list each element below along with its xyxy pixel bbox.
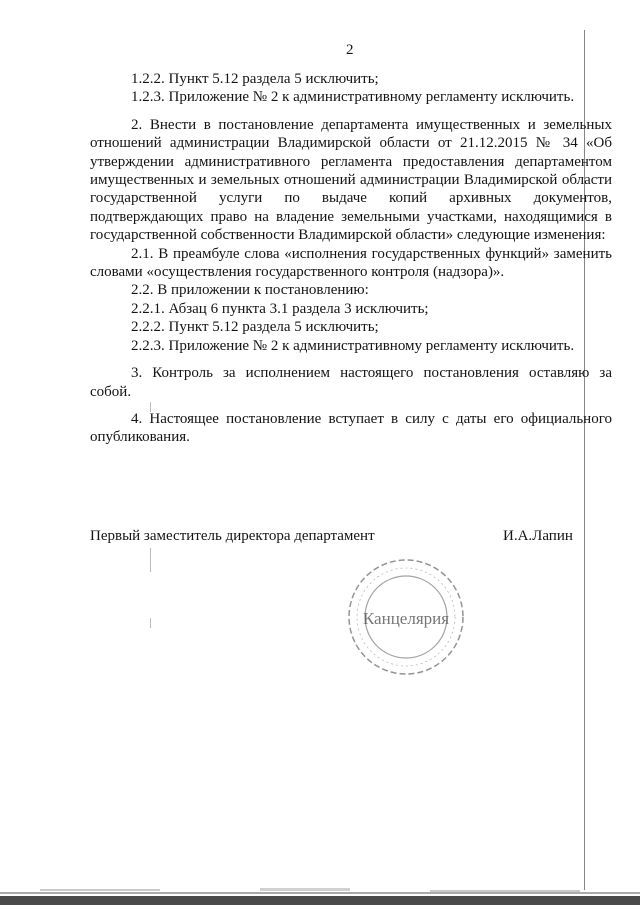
paragraph: 3. Контроль за исполнением настоящего постановления оставляю за собой. (90, 365, 612, 400)
paragraph: 1.2.2. Пункт 5.12 раздела 5 исключить; (131, 71, 379, 87)
paragraph: 4. Настоящее постановление вступает в силу с даты его официального опубликования. (90, 410, 612, 446)
signer-position: Первый заместитель директора департамент (90, 528, 375, 544)
document-body (90, 70, 612, 447)
scan-mark (150, 548, 151, 572)
paragraph: 2.2.3. Приложение № 2 к административному регламенту исключить. (131, 337, 575, 354)
scan-mark (150, 618, 151, 628)
scan-bottom-edge (0, 883, 640, 905)
signer-name: И.А.Лапин (503, 528, 573, 544)
page-number: 2 (346, 42, 354, 58)
paragraph: 2. Внести в постановление департамента имущественных и земельных отношений администрации Владимирской области от 21.12.2015 № 34 «Об утверждении административного регламента предоставления департаментом имущественных и земельных отношений администрации Владимирской области государственной услуги по выдаче копий архивных документов, подтверждающих право на владение земельными участками, находящимися в государственной собственности Владимирской области» следующие изменения: (90, 116, 612, 244)
office-stamp-icon (345, 556, 467, 678)
paragraph: 2.2.1. Абзац 6 пункта 3.1 раздела 3 исключить; (131, 300, 429, 317)
paragraph: 2.2.2. Пункт 5.12 раздела 5 исключить; (131, 319, 379, 336)
stamp-text: Канцелярия (362, 609, 450, 628)
paragraph: 1.2.3. Приложение № 2 к административному регламенту исключить. (131, 89, 575, 106)
paragraph: 2.1. В преамбуле слова «исполнения государственных функций» заменить словами «осуществления государственного контроля (надзора)». (90, 245, 612, 281)
paragraph: 2.2. В приложении к постановлению: (131, 282, 369, 299)
